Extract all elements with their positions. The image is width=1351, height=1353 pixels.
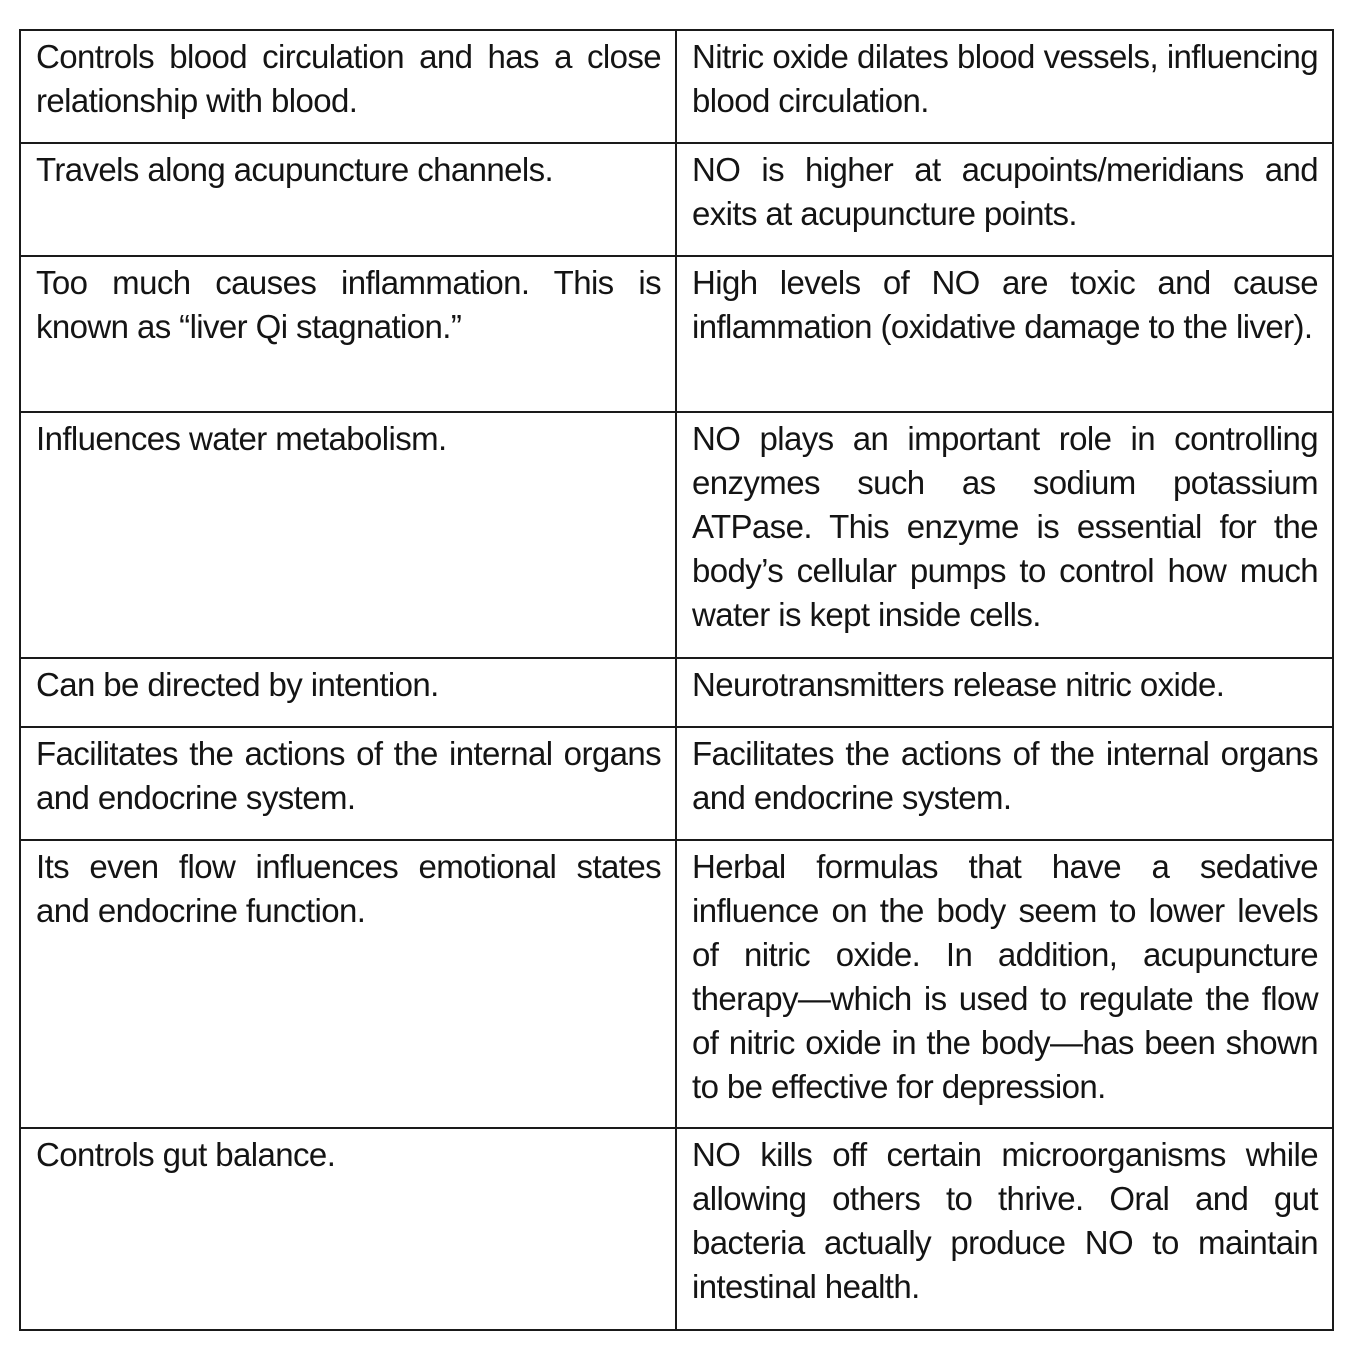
table-row (20, 143, 1333, 256)
right-cell-text: Neurotransmitters release nitric oxide. (692, 666, 1225, 703)
left-cell-text: Travels along acupuncture channels. (36, 151, 554, 188)
right-cell-text: Facilitates the actions of the internal organs and endocrine system. (692, 735, 1318, 816)
left-cell (20, 256, 676, 412)
left-cell-text: Influences water metabolism. (36, 420, 447, 457)
right-cell-text: NO is higher at acupoints/meridians and exits at acupuncture points. (692, 151, 1318, 232)
table-body (20, 30, 1333, 1330)
right-cell (676, 1128, 1333, 1330)
left-cell (20, 30, 676, 143)
table-row (20, 840, 1333, 1128)
left-cell-text: Its even flow influences emotional states and endocrine function. (36, 848, 661, 929)
left-cell-text: Controls blood circulation and has a close relationship with blood. (36, 38, 661, 119)
right-cell-text: Herbal formulas that have a sedative influence on the body seem to lower levels of nitric oxide. In addition, acupuncture therapy—which is used to regulate the flow of nitric oxide in the body—has been shown to be effective for depression. (692, 848, 1318, 1105)
table-row (20, 727, 1333, 840)
right-cell (676, 727, 1333, 840)
right-cell (676, 412, 1333, 658)
right-cell (676, 30, 1333, 143)
right-cell-text: High levels of NO are toxic and cause inflammation (oxidative damage to the liver). (692, 264, 1318, 345)
right-cell-text: NO plays an important role in controlling enzymes such as sodium potassium ATPase. This enzyme is essential for the body’s cellular pumps to control how much water is kept inside cells. (692, 420, 1318, 633)
right-cell-text: Nitric oxide dilates blood vessels, influencing blood circulation. (692, 38, 1318, 119)
right-cell (676, 840, 1333, 1128)
table-row (20, 30, 1333, 143)
left-cell (20, 727, 676, 840)
right-cell (676, 658, 1333, 727)
table-row (20, 412, 1333, 658)
left-cell-text: Facilitates the actions of the internal organs and endocrine system. (36, 735, 661, 816)
right-cell (676, 256, 1333, 412)
left-cell (20, 143, 676, 256)
right-cell-text: NO kills off certain microorganisms while allowing others to thrive. Oral and gut bacteria actually produce NO to maintain intestinal health. (692, 1136, 1318, 1305)
table-row (20, 658, 1333, 727)
comparison-table (19, 29, 1334, 1331)
left-cell (20, 840, 676, 1128)
right-cell (676, 143, 1333, 256)
left-cell-text: Can be directed by intention. (36, 666, 439, 703)
left-cell-text: Too much causes inflammation. This is known as “liver Qi stagnation.” (36, 264, 661, 345)
table-row (20, 256, 1333, 412)
left-cell (20, 1128, 676, 1330)
left-cell-text: Controls gut balance. (36, 1136, 336, 1173)
left-cell (20, 658, 676, 727)
table-row (20, 1128, 1333, 1330)
left-cell (20, 412, 676, 658)
